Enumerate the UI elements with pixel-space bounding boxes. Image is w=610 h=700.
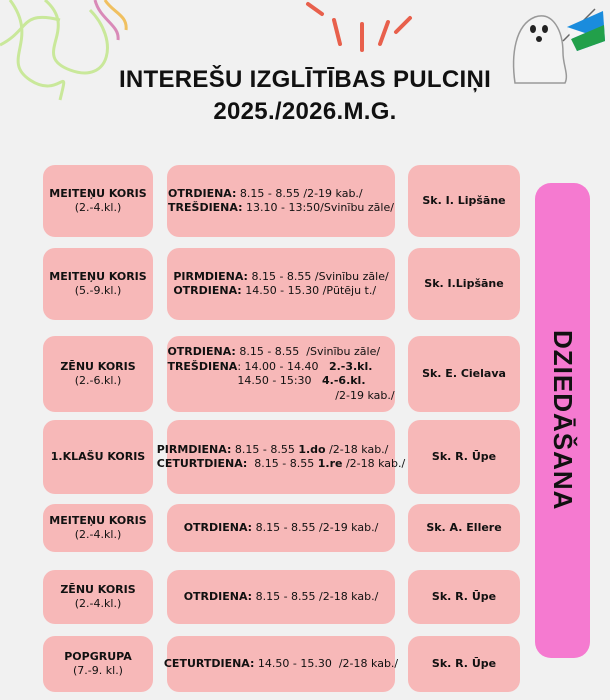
schedule-line	[173, 270, 388, 285]
group-grade: (2.-6.kl.)	[74, 374, 122, 387]
schedule-line	[167, 360, 394, 375]
teacher-name: Sk. A. Ellere	[426, 520, 502, 534]
teacher-cell	[408, 165, 520, 237]
schedule-detail: : 14.00 - 14.40	[237, 359, 329, 373]
schedule-day: 1.re	[317, 457, 343, 470]
group-grade: (2.-4.kl.)	[74, 597, 122, 610]
schedule-day: OTRDIENA:	[167, 345, 236, 358]
schedule-detail: 8.15 - 8.55 /2-19 kab./	[236, 186, 363, 200]
schedule-line	[167, 389, 394, 404]
schedule-cell	[156, 420, 406, 494]
group-name-cell	[43, 636, 153, 692]
schedule-line	[184, 521, 379, 536]
schedule-day: CETURTDIENA:	[163, 656, 255, 670]
category-banner	[535, 183, 590, 658]
group-grade: (2.-4.kl.)	[74, 201, 122, 214]
category-label: DZIEDĀŠANA	[548, 330, 578, 511]
group-name-cell	[43, 570, 153, 624]
schedule-line	[167, 374, 394, 389]
teacher-name: Sk. R. Ūpe	[431, 656, 497, 670]
schedule-lines	[168, 187, 394, 216]
schedule-cell	[167, 504, 395, 552]
page-title	[0, 64, 610, 128]
schedule-lines	[157, 443, 406, 472]
schedule-line	[157, 443, 406, 458]
schedule-detail: 14.50 - 15.30 /Pūtēju t./	[241, 284, 377, 297]
schedule-line	[167, 345, 394, 360]
group-name: MEITEŅU KORIS	[49, 269, 147, 283]
teacher-name: Sk. R. Ūpe	[431, 449, 497, 463]
schedule-detail: 8.15 - 8.55 /Svinību zāle/	[247, 269, 389, 283]
schedule-detail: 8.15 - 8.55 /Svinību zāle/	[235, 345, 381, 358]
group-name: ZĒNU KORIS	[60, 582, 136, 596]
schedule-lines	[173, 270, 388, 299]
schedule-detail: 8.15 - 8.55 /2-18 kab./	[252, 589, 379, 603]
teacher-cell	[408, 248, 520, 320]
group-name: 1.KLAŠU KORIS	[50, 449, 146, 463]
schedule-detail: 13.10 - 13:50/Svinību zāle/	[242, 201, 394, 214]
group-name: MEITEŅU KORIS	[49, 513, 147, 527]
schedule-cell	[167, 165, 395, 237]
schedule-lines	[184, 590, 379, 605]
teacher-name: Sk. I. Lipšāne	[422, 193, 506, 207]
schedule-day: 4.-6.kl.	[322, 374, 366, 387]
schedule-day: TREŠDIENA	[167, 359, 238, 373]
group-name-cell	[43, 420, 153, 494]
group-name-cell	[43, 165, 153, 237]
schedule-detail: 14.50 - 15:30	[167, 374, 323, 387]
schedule-day: PIRMDIENA:	[173, 269, 248, 283]
schedule-line	[168, 201, 394, 216]
schedule-day: CETURTDIENA:	[156, 457, 248, 470]
schedule-line	[173, 284, 388, 299]
schedule-detail: 14.50 - 15.30 /2-18 kab./	[254, 656, 399, 670]
schedule-day: OTRDIENA:	[183, 589, 253, 603]
schedule-day: PIRMDIENA:	[156, 442, 232, 456]
schedule-line	[184, 590, 379, 605]
schedule-cell	[167, 248, 395, 320]
teacher-name: Sk. E. Cielava	[422, 366, 506, 380]
schedule-cell	[167, 570, 395, 624]
schedule-day: OTRDIENA:	[168, 186, 237, 200]
teacher-cell	[408, 336, 520, 412]
schedule-day: 2.-3.kl.	[328, 359, 373, 373]
schedule-lines	[164, 657, 398, 672]
schedule-detail: 8.15 - 8.55	[247, 457, 318, 470]
teacher-name: Sk. R. Ūpe	[431, 589, 497, 603]
group-name: POPGRUPA	[64, 649, 132, 663]
group-name-cell	[43, 504, 153, 552]
group-grade: (7.-9. kl.)	[73, 664, 123, 677]
schedule-detail: /2-19 kab./	[167, 388, 395, 402]
group-grade: (5.-9.kl.)	[74, 284, 122, 297]
group-name-cell	[43, 336, 153, 412]
group-grade: (2.-4.kl.)	[74, 528, 122, 541]
schedule-day: OTRDIENA:	[173, 284, 242, 297]
schedule-cell	[163, 636, 399, 692]
teacher-cell	[408, 420, 520, 494]
group-name: ZĒNU KORIS	[60, 359, 136, 373]
schedule-cell	[167, 336, 395, 412]
schedule-lines	[184, 521, 379, 536]
group-name: MEITEŅU KORIS	[49, 186, 147, 200]
schedule-day: OTRDIENA:	[183, 520, 253, 534]
schedule-day: TREŠDIENA:	[168, 201, 243, 214]
schedule-lines	[167, 345, 394, 403]
teacher-cell	[408, 504, 520, 552]
schedule-line	[168, 187, 394, 202]
title-line-1: INTEREŠU IZGLĪTĪBAS PULCIŅI	[118, 66, 492, 93]
sun-rays-icon	[300, 0, 420, 62]
teacher-cell	[408, 570, 520, 624]
teacher-name: Sk. I.Lipšāne	[424, 276, 504, 290]
title-line-2: 2025./2026.M.G.	[213, 98, 397, 125]
teacher-cell	[408, 636, 520, 692]
schedule-detail: /2-18 kab./	[342, 457, 406, 470]
schedule-line	[157, 457, 406, 472]
schedule-day: 1.do	[298, 442, 326, 456]
schedule-line	[164, 657, 398, 672]
group-name-cell	[43, 248, 153, 320]
schedule-detail: 8.15 - 8.55	[231, 442, 299, 456]
schedule-detail: 8.15 - 8.55 /2-19 kab./	[252, 520, 379, 534]
schedule-detail: /2-18 kab./	[325, 442, 389, 456]
